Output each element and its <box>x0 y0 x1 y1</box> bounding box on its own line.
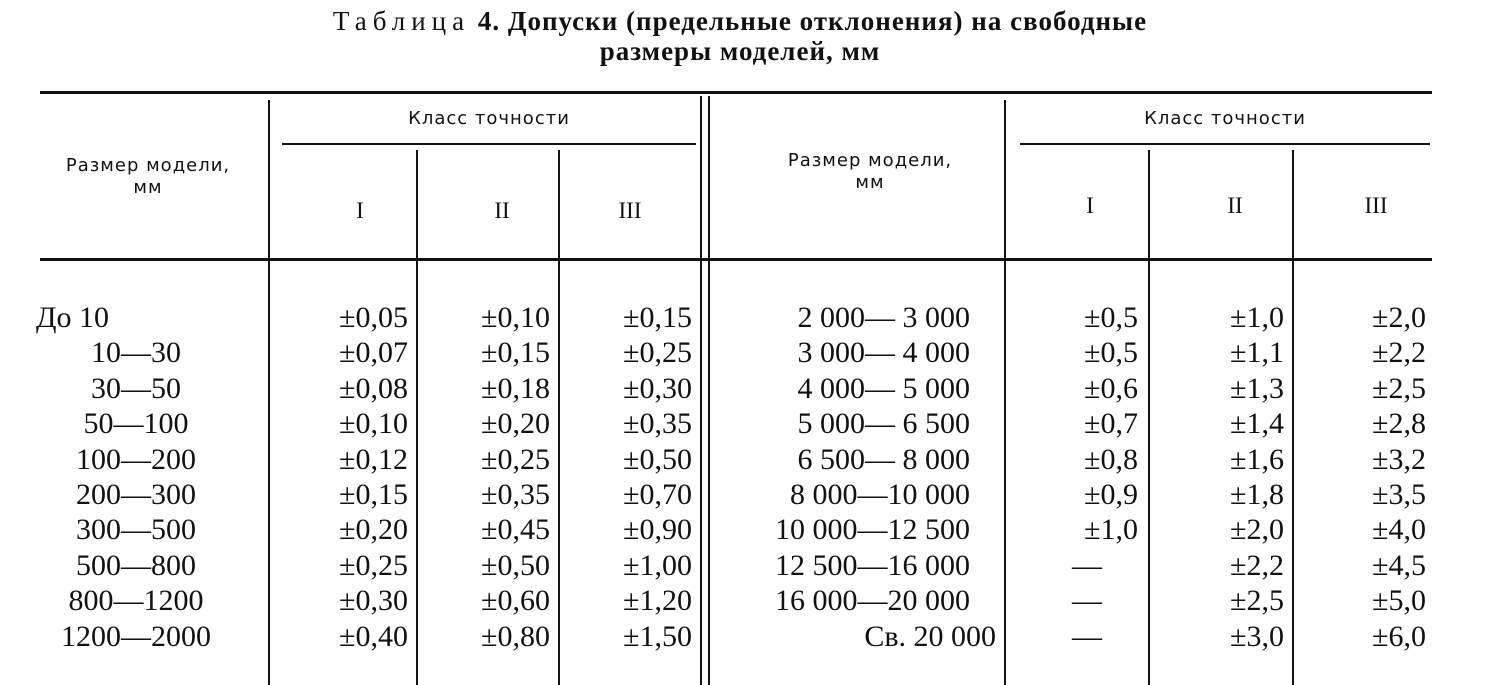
right-class-III-column <box>1300 300 1426 654</box>
divider-class-II-III-right <box>1292 150 1294 685</box>
right-class-I-cell: ±1,0 <box>1084 513 1138 547</box>
left-class-III-cell: ±0,25 <box>623 336 692 370</box>
left-class-II-cell: ±0,45 <box>481 513 550 547</box>
left-size-cell: 30—50 <box>91 371 181 405</box>
left-size-cell: 100—200 <box>76 442 196 476</box>
right-class-III-cell: ±2,5 <box>1372 371 1426 405</box>
class-header-right: Класс точности <box>1144 108 1306 129</box>
class-I-right: I <box>1086 193 1094 218</box>
left-class-I-cell: ±0,40 <box>339 619 408 653</box>
left-size-cell: 1200—2000 <box>61 619 211 653</box>
right-size-cell: 3 000— 4 000 <box>797 336 970 370</box>
right-class-II-column <box>1160 300 1284 654</box>
right-class-I-cell: ±0,5 <box>1084 336 1138 370</box>
right-size-cell: Св. 20 000 <box>864 619 996 653</box>
left-class-III-cell: ±0,90 <box>623 513 692 547</box>
table-number: 4. <box>477 6 501 36</box>
left-class-I-cell: ±0,20 <box>339 513 408 547</box>
class-II-right: II <box>1227 193 1243 218</box>
right-size-cell: 12 500—16 000 <box>775 548 970 582</box>
right-size-cell: 8 000—10 000 <box>790 477 970 511</box>
size-header-left: Размер модели, мм <box>65 155 231 198</box>
right-size-cell: 4 000— 5 000 <box>797 371 970 405</box>
left-class-I-cell: ±0,30 <box>339 584 408 618</box>
right-class-I-cell: ±0,8 <box>1084 442 1138 476</box>
left-size-cell: 800—1200 <box>68 584 204 618</box>
left-class-II-cell: ±0,15 <box>481 336 550 370</box>
right-class-II-cell: ±1,8 <box>1230 477 1284 511</box>
left-class-I-cell: ±0,12 <box>339 442 408 476</box>
right-class-II-cell: ±3,0 <box>1230 619 1284 653</box>
left-class-III-cell: ±0,50 <box>623 442 692 476</box>
left-class-II-cell: ±0,10 <box>481 301 550 334</box>
right-class-II-cell: ±2,0 <box>1230 513 1284 547</box>
left-class-III-cell: ±0,70 <box>623 477 692 511</box>
left-class-III-cell: ±0,30 <box>623 371 692 405</box>
right-class-III-cell: ±2,2 <box>1372 336 1426 370</box>
header-bottom-rule <box>40 258 1432 261</box>
divider-class-I-II-left <box>416 150 418 685</box>
right-size-cell: 16 000—20 000 <box>775 584 970 618</box>
class-III-left: III <box>618 198 642 223</box>
left-class-III-column <box>566 300 692 654</box>
class-III-right: III <box>1364 193 1388 218</box>
left-size-cell: 50—100 <box>83 407 189 441</box>
divider-size-left <box>268 100 270 685</box>
left-size-cell: До 10 <box>36 301 109 334</box>
right-class-I-cell: ±0,6 <box>1084 371 1138 405</box>
right-size-cell: 6 500— 8 000 <box>797 442 970 476</box>
right-class-II-cell: ±1,4 <box>1230 407 1284 441</box>
left-class-II-cell: ±0,60 <box>481 584 550 618</box>
right-size-column <box>720 300 996 654</box>
right-class-III-cell: ±4,0 <box>1372 513 1426 547</box>
left-class-III-cell: ±1,20 <box>623 584 692 618</box>
divider-class-I-II-right <box>1148 150 1150 685</box>
left-class-II-cell: ±0,35 <box>481 477 550 511</box>
right-size-cell: 10 000—12 500 <box>775 513 970 547</box>
divider-class-II-III-left <box>558 150 560 685</box>
right-class-III-cell: ±2,0 <box>1372 301 1426 334</box>
left-class-III-cell: ±1,00 <box>623 548 692 582</box>
right-size-cell: 2 000— 3 000 <box>797 301 970 334</box>
right-class-III-cell: ±4,5 <box>1372 548 1426 582</box>
left-class-II-cell: ±0,25 <box>481 442 550 476</box>
right-class-II-cell: ±1,1 <box>1230 336 1284 370</box>
left-class-II-cell: ±0,80 <box>481 619 550 653</box>
right-class-I-cell: — <box>1072 584 1102 618</box>
left-class-III-cell: ±1,50 <box>623 619 692 653</box>
table-title-line2: размеры моделей, мм <box>599 36 881 66</box>
divider-size-right <box>1004 100 1006 685</box>
left-class-II-cell: ±0,18 <box>481 371 550 405</box>
table-title-line1: Допуски (предельные отклонения) на свободные <box>507 6 1148 36</box>
left-size-cell: 200—300 <box>76 477 196 511</box>
left-class-I-cell: ±0,25 <box>339 548 408 582</box>
left-class-II-cell: ±0,20 <box>481 407 550 441</box>
right-class-II-cell: ±2,2 <box>1230 548 1284 582</box>
table-title-prefix: Таблица <box>332 6 471 36</box>
left-class-II-cell: ±0,50 <box>481 548 550 582</box>
left-class-I-cell: ±0,07 <box>339 336 408 370</box>
left-size-cell: 10—30 <box>91 336 181 370</box>
class-header-left: Класс точности <box>408 108 570 129</box>
table-title <box>0 6 1480 66</box>
double-divider-b <box>708 96 710 685</box>
class-II-left: II <box>494 198 510 223</box>
right-class-III-cell: ±6,0 <box>1372 619 1426 653</box>
right-class-III-cell: ±2,8 <box>1372 407 1426 441</box>
right-class-I-column <box>1016 300 1138 654</box>
left-size-cell: 300—500 <box>76 513 196 547</box>
left-class-II-column <box>426 300 550 654</box>
left-class-I-cell: ±0,10 <box>339 407 408 441</box>
right-class-I-cell: ±0,7 <box>1084 407 1138 441</box>
left-class-I-cell: ±0,05 <box>339 301 408 334</box>
left-class-III-cell: ±0,15 <box>623 301 692 334</box>
right-class-III-cell: ±3,5 <box>1372 477 1426 511</box>
class-I-left: I <box>356 198 364 223</box>
right-class-III-cell: ±5,0 <box>1372 584 1426 618</box>
right-class-I-cell: ±0,5 <box>1084 301 1138 334</box>
right-class-I-cell: ±0,9 <box>1084 477 1138 511</box>
top-rule <box>40 91 1432 94</box>
right-class-I-cell: — <box>1072 619 1102 653</box>
right-size-cell: 5 000— 6 500 <box>797 407 970 441</box>
right-class-II-cell: ±1,6 <box>1230 442 1284 476</box>
size-header-right: Размер модели, мм <box>787 150 953 193</box>
right-class-II-cell: ±2,5 <box>1230 584 1284 618</box>
class-rule-left <box>282 143 696 145</box>
double-divider-a <box>700 96 702 685</box>
left-size-column <box>36 300 236 654</box>
left-class-I-column <box>284 300 408 654</box>
left-size-cell: 500—800 <box>76 548 196 582</box>
right-class-II-cell: ±1,0 <box>1230 301 1284 334</box>
right-class-I-cell: — <box>1072 548 1102 582</box>
right-class-II-cell: ±1,3 <box>1230 371 1284 405</box>
left-class-I-cell: ±0,08 <box>339 371 408 405</box>
class-rule-right <box>1020 143 1430 145</box>
left-class-I-cell: ±0,15 <box>339 477 408 511</box>
left-class-III-cell: ±0,35 <box>623 407 692 441</box>
right-class-III-cell: ±3,2 <box>1372 442 1426 476</box>
